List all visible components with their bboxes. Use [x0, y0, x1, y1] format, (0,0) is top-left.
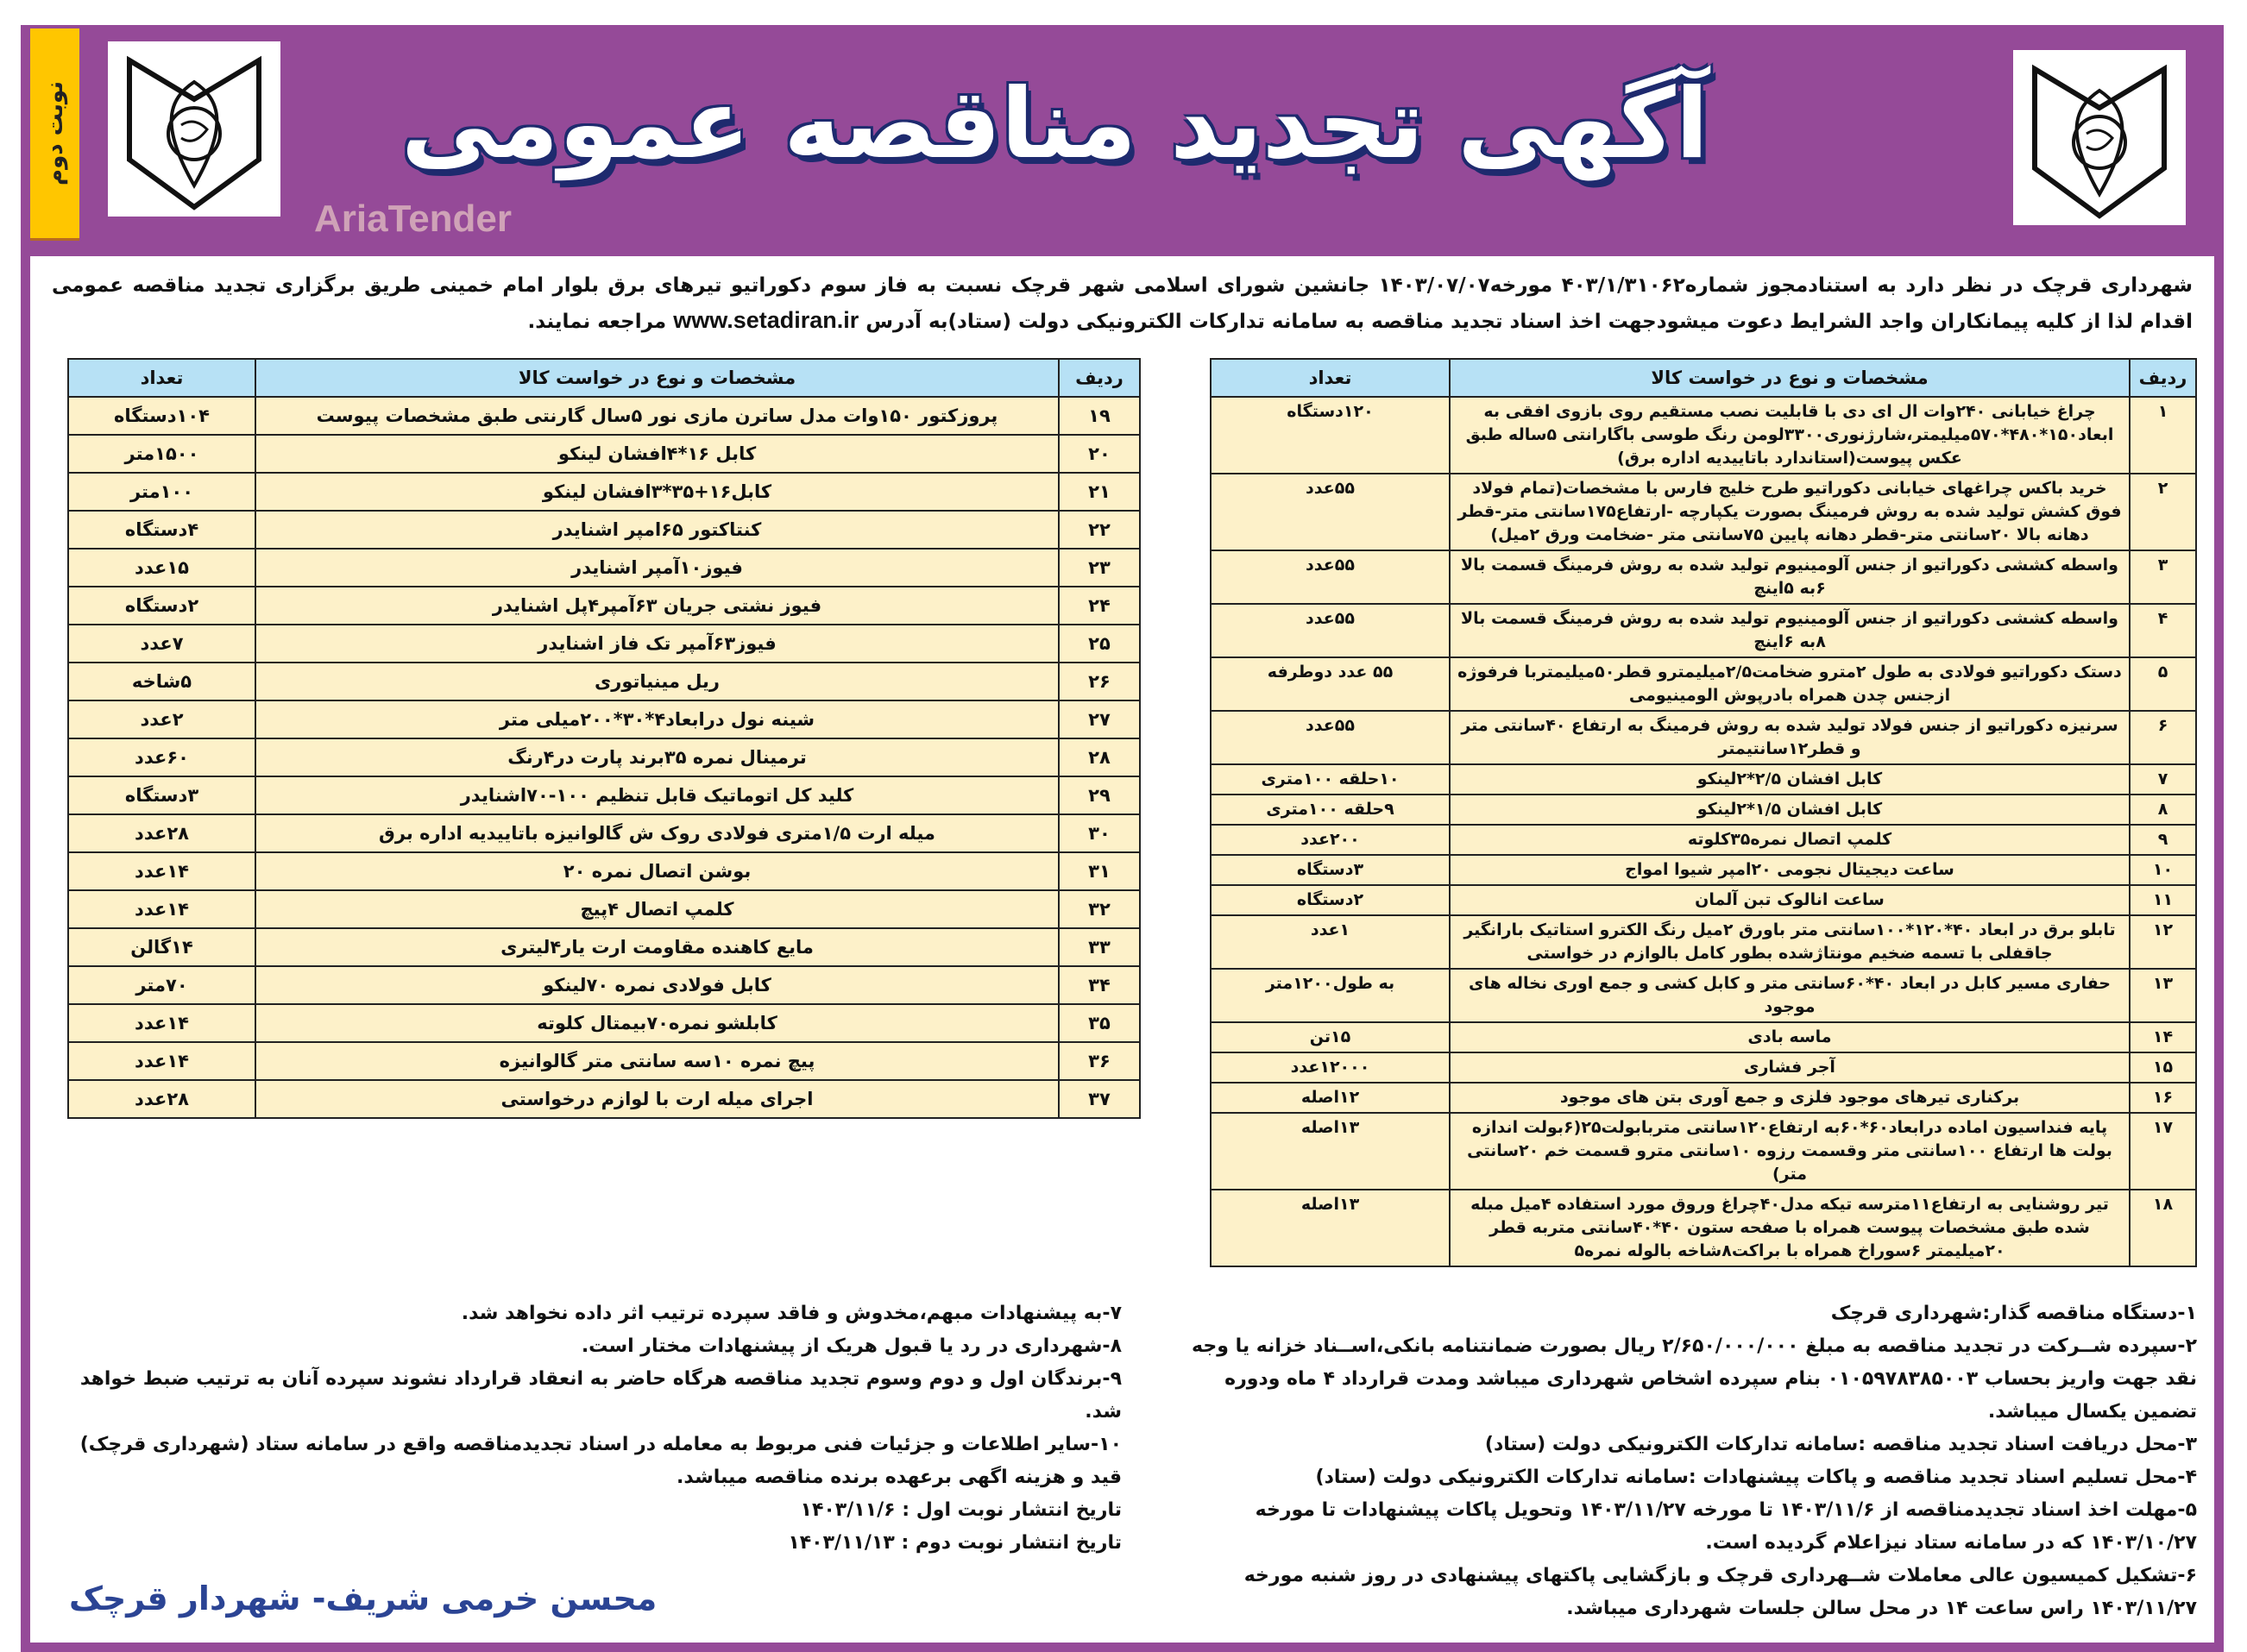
- row-number: ۲۸: [1059, 738, 1140, 776]
- item-quantity: ۱۴عدد: [68, 1004, 255, 1042]
- condition-item: تاریخ انتشار نوبت دوم : ۱۴۰۳/۱۱/۱۳: [788, 1532, 1122, 1554]
- emblem-icon: [116, 47, 272, 211]
- item-quantity: ۵شاخه: [68, 663, 255, 700]
- ad-frame: [21, 25, 2224, 1652]
- table-row: [68, 1080, 1140, 1118]
- item-quantity: ۹حلقه ۱۰۰متری: [1211, 795, 1450, 825]
- emblem-icon: [2022, 56, 2177, 220]
- item-quantity: ۲دستگاه: [1211, 885, 1450, 915]
- item-quantity: ۱۰۴دستگاه: [68, 397, 255, 435]
- item-quantity: ۲۸عدد: [68, 1080, 255, 1118]
- row-number: ۴: [2130, 604, 2196, 657]
- row-number: ۵: [2130, 657, 2196, 711]
- item-spec: تیر روشنایی به ارتفاع۱۱مترسه تیکه مدل۴۰چراغ وروق مورد استفاده ۴میل مبله شده طبق مشخصات پیوست همراه با صفحه ستون ۴۰*۴۰سانتی متربه قطر ۲۰میلیمتر ۶سوراخ همراه با براکت۸شاخه بالوله نمره۵: [1450, 1190, 2130, 1266]
- table-row: [1211, 711, 2196, 764]
- row-number: ۳۶: [1059, 1042, 1140, 1080]
- row-number: ۱: [2130, 397, 2196, 474]
- row-number: ۲۴: [1059, 587, 1140, 625]
- row-number: ۲۵: [1059, 625, 1140, 663]
- item-quantity: ۴دستگاه: [68, 511, 255, 549]
- table-row: [1211, 550, 2196, 604]
- item-quantity: ۱۴گالن: [68, 928, 255, 966]
- item-spec: فیوز نشتی جریان ۶۳آمپر۴پل اشنایدر: [255, 587, 1059, 625]
- item-spec: ترمینال نمره ۳۵برند پارت در۴رنگ: [255, 738, 1059, 776]
- item-spec: پیچ نمره ۱۰سه سانتی متر گالوانیزه: [255, 1042, 1059, 1080]
- items-table-right: [1210, 358, 2197, 1267]
- table-row: [1211, 397, 2196, 474]
- table-row: [68, 966, 1140, 1004]
- item-spec: میله ارت ۱/۵متری فولادی روک ش گالوانیزه باتاییدیه اداره برق: [255, 814, 1059, 852]
- item-spec: بوشن اتصال نمره ۲۰: [255, 852, 1059, 890]
- row-number: ۲۹: [1059, 776, 1140, 814]
- condition-item: ۷-به پیشنهادات مبهم،مخدوش و فاقد سپرده ترتیب اثر داده نخواهد شد.: [461, 1303, 1122, 1324]
- header-band: [21, 25, 2224, 256]
- item-spec: دستک دکوراتیو فولادی به طول ۲مترو ضخامت۲/۵میلیمترو قطر۵۰میلیمتربا فرفوژه ازجنس چدن همراه بادرپوش الومینیومی: [1450, 657, 2130, 711]
- row-number: ۳۱: [1059, 852, 1140, 890]
- row-number: ۲۶: [1059, 663, 1140, 700]
- watermark: AriaTender: [314, 198, 513, 240]
- conditions: [69, 1297, 2197, 1625]
- item-quantity: ۵۵عدد: [1211, 474, 1450, 550]
- item-quantity: ۵۵عدد: [1211, 604, 1450, 657]
- condition-item: ۱۰-سایر اطلاعات و جزئیات فنی مربوط به معامله در اسناد تجدیدمناقصه واقع در سامانه ستاد (شهرداری قرچک) قید و هزینه اگهی برعهده برنده مناقصه میباشد.: [79, 1434, 1122, 1488]
- header-spec: مشخصات و نوع در خواست کالا: [1450, 359, 2130, 397]
- item-spec: کابل۱۶+۳۵*۳افشان لینکو: [255, 473, 1059, 511]
- publication-round-label: نوبت دوم: [41, 81, 68, 185]
- table-row: [68, 890, 1140, 928]
- row-number: ۲۳: [1059, 549, 1140, 587]
- table-row: [68, 738, 1140, 776]
- row-number: ۱۷: [2130, 1113, 2196, 1190]
- condition-item: ۶-تشکیل کمیسیون عالی معاملات شــهرداری قرچک و بازگشایی پاکتهای پیشنهادی در روز شنبه مورخه ۱۴۰۳/۱۱/۲۷ راس ساعت ۱۴ در محل سالن جلسات شهرداری میباشد.: [1243, 1565, 2197, 1619]
- table-header-row: [1211, 359, 2196, 397]
- item-quantity: ۶۰عدد: [68, 738, 255, 776]
- item-quantity: ۱۳اصله: [1211, 1113, 1450, 1190]
- table-row: [68, 852, 1140, 890]
- condition-item: تاریخ انتشار نوبت اول : ۱۴۰۳/۱۱/۶: [800, 1499, 1122, 1521]
- item-spec: کنتاکتور ۶۵امپر اشنایدر: [255, 511, 1059, 549]
- table-header-row: [68, 359, 1140, 397]
- table-row: [68, 435, 1140, 473]
- row-number: ۱۵: [2130, 1052, 2196, 1083]
- table-row: [68, 397, 1140, 435]
- table-row: [68, 587, 1140, 625]
- table-row: [68, 473, 1140, 511]
- item-spec: آجر فشاری: [1450, 1052, 2130, 1083]
- row-number: ۹: [2130, 825, 2196, 855]
- row-number: ۲۲: [1059, 511, 1140, 549]
- item-spec: واسطه کششی دکوراتیو از جنس آلومینیوم تولید شده به روش فرمینگ قسمت بالا ۸به ۶اینچ: [1450, 604, 2130, 657]
- item-spec: کابلشو نمره۷۰بیمتال کلوته: [255, 1004, 1059, 1042]
- item-quantity: ۱۴عدد: [68, 890, 255, 928]
- item-quantity: ۱۰حلقه ۱۰۰متری: [1211, 764, 1450, 795]
- item-spec: ساعت دیجیتال نجومی ۲۰امپر شیوا امواج: [1450, 855, 2130, 885]
- table-row: [1211, 885, 2196, 915]
- table-row: [1211, 915, 2196, 969]
- items-table-left: [67, 358, 1141, 1119]
- item-spec: تابلو برق در ابعاد ۴۰*۱۲۰*۱۰۰سانتی متر باورق ۲میل رنگ الکترو استاتیک بارانگیر جاقفلی با تسمه ضخیم مونتاژشده بطور کامل بالوازم در خواستی: [1450, 915, 2130, 969]
- table-row: [68, 928, 1140, 966]
- table-row: [1211, 855, 2196, 885]
- item-spec: حفاری مسیر کابل در ابعاد ۴۰*۶۰سانتی متر و کابل کشی و جمع اوری نخاله های موجود: [1450, 969, 2130, 1022]
- items-tables: [67, 358, 2197, 1267]
- item-spec: ماسه بادی: [1450, 1022, 2130, 1052]
- table-row: [1211, 1083, 2196, 1113]
- row-number: ۳۷: [1059, 1080, 1140, 1118]
- row-number: ۶: [2130, 711, 2196, 764]
- setadiran-link[interactable]: www.setadiran.ir: [673, 307, 859, 333]
- item-spec: کابل افشان ۲/۵*۲لینکو: [1450, 764, 2130, 795]
- row-number: ۲۰: [1059, 435, 1140, 473]
- municipality-logo-right: [2013, 50, 2186, 225]
- item-quantity: ۲دستگاه: [68, 587, 255, 625]
- item-quantity: ۱۲اصله: [1211, 1083, 1450, 1113]
- row-number: ۱۴: [2130, 1022, 2196, 1052]
- conditions-right: [1161, 1297, 2197, 1625]
- item-quantity: ۵۵عدد: [1211, 711, 1450, 764]
- row-number: ۳۲: [1059, 890, 1140, 928]
- item-spec: ریل مینیاتوری: [255, 663, 1059, 700]
- mayor-signature: محسن خرمی شریف- شهردار قرچک: [69, 1580, 658, 1617]
- row-number: ۱۶: [2130, 1083, 2196, 1113]
- condition-item: ۴-محل تسلیم اسناد تجدید مناقصه و پاکات پیشنهادات :سامانه تدارکات الکترونیکی دولت (ستاد): [1315, 1467, 2197, 1488]
- row-number: ۱۹: [1059, 397, 1140, 435]
- item-spec: کلمپ اتصال نمره۳۵کلوته: [1450, 825, 2130, 855]
- item-quantity: ۷۰متر: [68, 966, 255, 1004]
- table-row: [68, 625, 1140, 663]
- item-quantity: ۱۲۰دستگاه: [1211, 397, 1450, 474]
- item-spec: پروزکتور ۱۵۰وات مدل ساترن مازی نور ۵سال گارنتی طبق مشخصات پیوست: [255, 397, 1059, 435]
- item-quantity: ۱۴عدد: [68, 1042, 255, 1080]
- item-quantity: ۱۵عدد: [68, 549, 255, 587]
- table-row: [1211, 474, 2196, 550]
- condition-item: ۸-شهرداری در رد یا قبول هریک از پیشنهادات مختار است.: [581, 1335, 1122, 1357]
- item-quantity: ۱۴عدد: [68, 852, 255, 890]
- table-row: [1211, 795, 2196, 825]
- item-spec: شینه نول درابعاد۴*۳۰*۲۰۰میلی متر: [255, 700, 1059, 738]
- table-row: [1211, 1022, 2196, 1052]
- item-quantity: ۱۵۰۰متر: [68, 435, 255, 473]
- condition-item: ۵-مهلت اخذ اسناد تجدیدمناقصه از ۱۴۰۳/۱۱/۶ تا مورخه ۱۴۰۳/۱۱/۲۷ وتحویل پاکات پیشنهادات تا مورخه ۱۴۰۳/۱۰/۲۷ که در سامانه ستاد نیزاعلام گردیده است.: [1255, 1499, 2197, 1554]
- row-number: ۸: [2130, 795, 2196, 825]
- intro-text: شهرداری قرچک در نظر دارد به استنادمجوز شماره۴۰۳/۱/۳۱۰۶۲ مورخه۱۴۰۳/۰۷/۰۷ جانشین شورای اسلامی شهر قرچک نسبت به فاز سوم دکوراتیو تیرهای برق بلوار امام خمینی طریق برگزاری تجدید مناقصه عمومی اقدام لذا از کلیه پیمانکاران واجد الشرایط دعوت میشودجهت اخذ اسناد تجدید مناقصه به سامانه تدارکات الکترونیکی دولت (ستاد)به آدرس: [52, 274, 2193, 333]
- condition-item: ۲-سپرده شــرکت در تجدید مناقصه به مبلغ ۲/۶۵۰/۰۰۰/۰۰۰ ریال بصورت ضمانتنامه بانکی،اســناد خزانه یا وجه نقد جهت واریز بحساب ۰۱۰۵۹۷۸۳۸۵۰۰۳ بنام سپرده اشخاص شهرداری میباشد ومدت قرارداد ۴ ماه ودوره تضمین یکسال میباشد.: [1192, 1335, 2197, 1423]
- item-spec: کلمپ اتصال ۴پیچ: [255, 890, 1059, 928]
- item-quantity: ۱۰۰متر: [68, 473, 255, 511]
- table-row: [68, 1004, 1140, 1042]
- item-spec: مایع کاهنده مقاومت ارت یار۴لیتری: [255, 928, 1059, 966]
- item-quantity: ۲۸عدد: [68, 814, 255, 852]
- item-spec: چراغ خیابانی ۲۴۰وات ال ای دی با قابلیت نصب مستقیم روی بازوی افقی به ابعاد۱۵۰*۴۸۰*۵۷۰میلیمتر،شارژنوری۳۳۰۰لومن رنگ طوسی باگارانتی ۵ساله طبق عکس پیوست(استاندارد باتاییدیه اداره برق): [1450, 397, 2130, 474]
- row-number: ۱۰: [2130, 855, 2196, 885]
- item-spec: فیوز۶۳آمپر تک فاز اشنایدر: [255, 625, 1059, 663]
- table-row: [1211, 825, 2196, 855]
- item-quantity: ۷عدد: [68, 625, 255, 663]
- item-quantity: ۱عدد: [1211, 915, 1450, 969]
- item-quantity: ۱۵تن: [1211, 1022, 1450, 1052]
- conditions-left-column: [69, 1297, 1122, 1620]
- row-number: ۳۳: [1059, 928, 1140, 966]
- intro-paragraph: [52, 268, 2193, 339]
- item-spec: پایه فنداسیون اماده درابعاد۶۰*۶۰به ارتفاع۱۲۰سانتی متربابولت۲۵(۶بولت اندازه بولت ها ارتفاع ۱۰۰سانتی متر وقسمت رزوه ۱۰سانتی مترو قسمت خم ۲۰سانتی متر): [1450, 1113, 2130, 1190]
- table-row: [1211, 764, 2196, 795]
- table-row: [68, 511, 1140, 549]
- item-quantity: ۵۵عدد: [1211, 550, 1450, 604]
- item-quantity: ۳دستگاه: [1211, 855, 1450, 885]
- row-number: ۱۱: [2130, 885, 2196, 915]
- item-quantity: ۱۳اصله: [1211, 1190, 1450, 1266]
- row-number: ۱۸: [2130, 1190, 2196, 1266]
- item-spec: خرید باکس چراغهای خیابانی دکوراتیو طرح خلیج فارس با مشخصات(تمام فولاد فوق کشش تولید شده به روش فرمینگ بصورت یکپارچه -ارتفاع۱۷۵سانتی متر-قطر دهانه بالا ۲۰سانتی متر-قطر دهانه پایین ۷۵سانتی متر -ضخامت ورق ۲میل): [1450, 474, 2130, 550]
- table-row: [68, 663, 1140, 700]
- condition-item: ۱-دستگاه مناقصه گذار:شهرداری قرچک: [1830, 1303, 2197, 1324]
- table-row: [68, 700, 1140, 738]
- item-spec: اجرای میله ارت با لوازم درخواستی: [255, 1080, 1059, 1118]
- table-row: [1211, 1113, 2196, 1190]
- header-spec: مشخصات و نوع در خواست کالا: [255, 359, 1059, 397]
- header-quantity: تعداد: [68, 359, 255, 397]
- row-number: ۳: [2130, 550, 2196, 604]
- conditions-left: [69, 1297, 1122, 1560]
- row-number: ۷: [2130, 764, 2196, 795]
- table-row: [1211, 969, 2196, 1022]
- item-quantity: ۵۵ عدد دوطرفه: [1211, 657, 1450, 711]
- item-spec: برکناری تیرهای موجود فلزی و جمع آوری بتن های موجود: [1450, 1083, 2130, 1113]
- item-quantity: ۳دستگاه: [68, 776, 255, 814]
- condition-item: ۹-برندگان اول و دوم وسوم تجدید مناقصه هرگاه حاضر به انعقاد قرارداد نشوند سپرده آنان به ترتیب ضبط خواهد شد.: [79, 1368, 1122, 1423]
- publication-round-tag: [30, 28, 79, 238]
- item-quantity: ۱۲۰۰۰عدد: [1211, 1052, 1450, 1083]
- condition-item: ۳-محل دریافت اسناد تجدید مناقصه :سامانه تدارکات الکترونیکی دولت (ستاد): [1484, 1434, 2197, 1455]
- table-row: [68, 549, 1140, 587]
- item-spec: واسطه کششی دکوراتیو از جنس آلومینیوم تولید شده به روش فرمینگ قسمت بالا ۶به ۵اینچ: [1450, 550, 2130, 604]
- row-number: ۱۲: [2130, 915, 2196, 969]
- item-quantity: ۲عدد: [68, 700, 255, 738]
- item-spec: کابل افشان ۱/۵*۲لینکو: [1450, 795, 2130, 825]
- row-number: ۲۷: [1059, 700, 1140, 738]
- item-spec: فیوز۱۰آمپر اشنایدر: [255, 549, 1059, 587]
- header-quantity: تعداد: [1211, 359, 1450, 397]
- item-quantity: به طول۱۲۰۰متر: [1211, 969, 1450, 1022]
- header-row-number: ردیف: [2130, 359, 2196, 397]
- municipality-logo-left: [108, 41, 280, 217]
- row-number: ۳۵: [1059, 1004, 1140, 1042]
- intro-text-end: مراجعه نمایند.: [527, 311, 674, 333]
- table-row: [1211, 1190, 2196, 1266]
- header-row-number: ردیف: [1059, 359, 1140, 397]
- row-number: ۱۳: [2130, 969, 2196, 1022]
- item-spec: کابل ۱۶*۴افشان لینکو: [255, 435, 1059, 473]
- table-row: [1211, 657, 2196, 711]
- item-spec: سرنیزه دکوراتیو از جنس فولاد تولید شده به روش فرمینگ به ارتفاع ۴۰سانتی متر و قطر۱۲سانتیمتر: [1450, 711, 2130, 764]
- item-quantity: ۲۰۰عدد: [1211, 825, 1450, 855]
- row-number: ۳۰: [1059, 814, 1140, 852]
- table-row: [68, 1042, 1140, 1080]
- table-row: [68, 776, 1140, 814]
- table-row: [68, 814, 1140, 852]
- row-number: ۳۴: [1059, 966, 1140, 1004]
- row-number: ۲: [2130, 474, 2196, 550]
- table-row: [1211, 604, 2196, 657]
- row-number: ۲۱: [1059, 473, 1140, 511]
- page-title: آگهی تجدید مناقصه عمومی: [400, 68, 1709, 180]
- item-spec: کابل فولادی نمره ۷۰لینکو: [255, 966, 1059, 1004]
- table-row: [1211, 1052, 2196, 1083]
- item-spec: کلید کل اتوماتیک قابل تنظیم ۱۰۰-۷۰اشنایدر: [255, 776, 1059, 814]
- item-spec: ساعت انالوک تبن آلمان: [1450, 885, 2130, 915]
